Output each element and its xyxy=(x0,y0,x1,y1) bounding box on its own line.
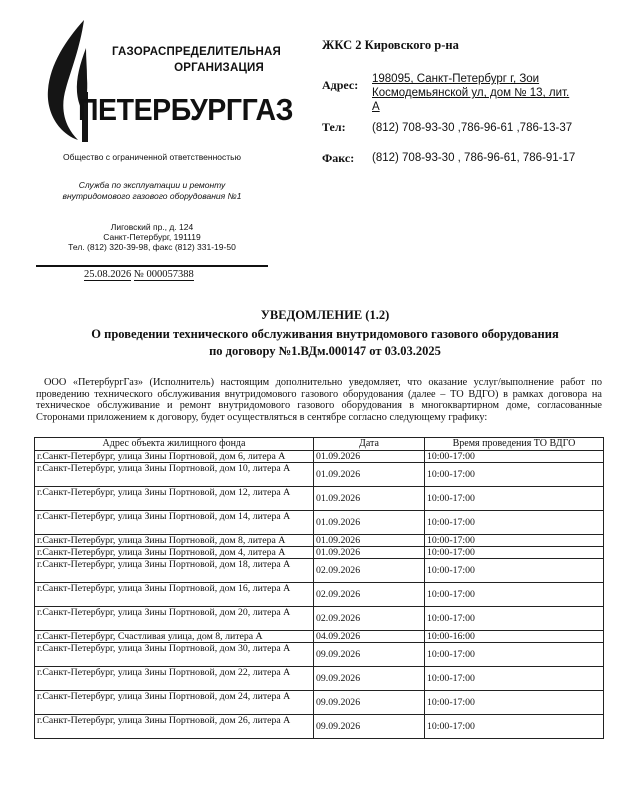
table-row xyxy=(35,715,604,739)
cell-address: г.Санкт-Петербург, улица Зины Портновой, дом 14, литера А xyxy=(35,511,314,535)
org-city: Санкт-Петербург, 191119 xyxy=(103,232,201,242)
header-date: Дата xyxy=(314,438,425,451)
table-row xyxy=(35,487,604,511)
cell-time: 10:00-17:00 xyxy=(425,535,604,547)
legal-form: Общество с ограниченной ответственностью xyxy=(63,152,241,162)
document-date-number xyxy=(84,269,194,280)
cell-time: 10:00-17:00 xyxy=(425,715,604,739)
cell-time: 10:00-17:00 xyxy=(425,487,604,511)
table-row xyxy=(35,547,604,559)
cell-address: г.Санкт-Петербург, улица Зины Портновой, дом 8, литера А xyxy=(35,535,314,547)
cell-date: 01.09.2026 xyxy=(314,451,425,463)
cell-time: 10:00-17:00 xyxy=(425,643,604,667)
address-label: Адрес: xyxy=(322,78,359,92)
notice-title: УВЕДОМЛЕНИЕ (1.2) xyxy=(260,308,390,322)
table-row xyxy=(35,691,604,715)
address-line3: А xyxy=(372,101,380,113)
cell-time: 10:00-17:00 xyxy=(425,607,604,631)
cell-time: 10:00-17:00 xyxy=(425,691,604,715)
table-row xyxy=(35,511,604,535)
table-row xyxy=(35,583,604,607)
table-row xyxy=(35,631,604,643)
cell-date: 09.09.2026 xyxy=(314,691,425,715)
notice-subtitle-1: О проведении технического обслуживания внутридомового газового оборудования xyxy=(91,327,559,341)
org-name-line2: ОРГАНИЗАЦИЯ xyxy=(174,62,264,74)
cell-address: г.Санкт-Петербург, улица Зины Портновой, дом 22, литера А xyxy=(35,667,314,691)
cell-address: г.Санкт-Петербург, улица Зины Портновой, дом 30, литера А xyxy=(35,643,314,667)
address-value xyxy=(372,72,569,114)
cell-address: г.Санкт-Петербург, улица Зины Портновой, дом 16, литера А xyxy=(35,583,314,607)
cell-time: 10:00-17:00 xyxy=(425,559,604,583)
document-date: 25.08.2026 xyxy=(84,269,132,280)
fax-value: (812) 708-93-30 , 786-96-61, 786-91-17 xyxy=(372,152,576,164)
phone-label: Тел: xyxy=(322,120,346,134)
cell-address: г.Санкт-Петербург, улица Зины Портновой, дом 20, литера А xyxy=(35,607,314,631)
cell-date: 09.09.2026 xyxy=(314,715,425,739)
cell-address: г.Санкт-Петербург, улица Зины Портновой, дом 10, литера А xyxy=(35,463,314,487)
table-row xyxy=(35,607,604,631)
fax-label: Факс: xyxy=(322,151,355,165)
table-row xyxy=(35,559,604,583)
cell-date: 09.09.2026 xyxy=(314,667,425,691)
document-number: № 000057388 xyxy=(133,269,194,280)
brand-wordmark: ПЕТЕРБУРГГАЗ xyxy=(78,92,294,127)
cell-address: г.Санкт-Петербург, Счастливая улица, дом 8, литера А xyxy=(35,631,314,643)
cell-address: г.Санкт-Петербург, улица Зины Портновой, дом 26, литера А xyxy=(35,715,314,739)
cell-date: 01.09.2026 xyxy=(314,535,425,547)
cell-time: 10:00-17:00 xyxy=(425,547,604,559)
phone-value: (812) 708-93-30 ,786-96-61 ,786-13-37 xyxy=(372,122,573,134)
org-phones: Тел. (812) 320-39-98, факс (812) 331-19-50 xyxy=(68,242,236,252)
table-row xyxy=(35,463,604,487)
cell-time: 10:00-17:00 xyxy=(425,463,604,487)
org-name-line1: ГАЗОРАСПРЕДЕЛИТЕЛЬНАЯ xyxy=(112,46,281,58)
cell-time: 10:00-17:00 xyxy=(425,583,604,607)
cell-date: 02.09.2026 xyxy=(314,559,425,583)
table-header-row xyxy=(35,438,604,451)
header-address: Адрес объекта жилищного фонда xyxy=(35,438,314,451)
notice-subtitle-2: по договору №1.ВДм.000147 от 03.03.2025 xyxy=(209,344,441,358)
cell-date: 01.09.2026 xyxy=(314,511,425,535)
service-name-line2: внутридомового газового оборудования №1 xyxy=(62,191,242,201)
cell-time: 10:00-16:00 xyxy=(425,631,604,643)
address-line1: 198095, Санкт-Петербург г, Зои xyxy=(372,73,540,85)
cell-date: 01.09.2026 xyxy=(314,547,425,559)
cell-date: 01.09.2026 xyxy=(314,487,425,511)
table-row xyxy=(35,535,604,547)
cell-date: 04.09.2026 xyxy=(314,631,425,643)
cell-address: г.Санкт-Петербург, улица Зины Портновой, дом 24, литера А xyxy=(35,691,314,715)
cell-time: 10:00-17:00 xyxy=(425,667,604,691)
cell-address: г.Санкт-Петербург, улица Зины Портновой, дом 6, литера А xyxy=(35,451,314,463)
recipient-title: ЖКС 2 Кировского р-на xyxy=(322,38,459,52)
table-row xyxy=(35,451,604,463)
org-street: Лиговский пр., д. 124 xyxy=(110,222,194,232)
cell-address: г.Санкт-Петербург, улица Зины Портновой, дом 12, литера А xyxy=(35,487,314,511)
table-row xyxy=(35,643,604,667)
cell-time: 10:00-17:00 xyxy=(425,451,604,463)
cell-date: 02.09.2026 xyxy=(314,607,425,631)
cell-address: г.Санкт-Петербург, улица Зины Портновой, дом 4, литера А xyxy=(35,547,314,559)
table-row xyxy=(35,667,604,691)
cell-date: 01.09.2026 xyxy=(314,463,425,487)
schedule-table xyxy=(34,437,604,739)
address-line2: Космодемьянской ул, дом № 13, лит. xyxy=(372,87,570,99)
header-divider xyxy=(36,265,268,267)
header-time: Время проведения ТО ВДГО xyxy=(425,438,604,451)
cell-date: 09.09.2026 xyxy=(314,643,425,667)
cell-date: 02.09.2026 xyxy=(314,583,425,607)
cell-time: 10:00-17:00 xyxy=(425,511,604,535)
cell-address: г.Санкт-Петербург, улица Зины Портновой, дом 18, литера А xyxy=(35,559,314,583)
service-name-line1: Служба по эксплуатации и ремонту xyxy=(78,180,226,190)
notice-body: ООО «ПетербургГаз» (Исполнитель) настоящим дополнительно уведомляет, что оказание услуг/выполнение работ по проведению технического обслуживания внутридомового газового оборудования (далее – ТО ВДГО) в рамках договора на техническое обслуживание и ремонт внутридомового газового оборудования в многоквартирном доме, согласованные Сторонами приложением к договору, будет осуществляться в сентябре согласно следующему графику: xyxy=(36,377,602,423)
